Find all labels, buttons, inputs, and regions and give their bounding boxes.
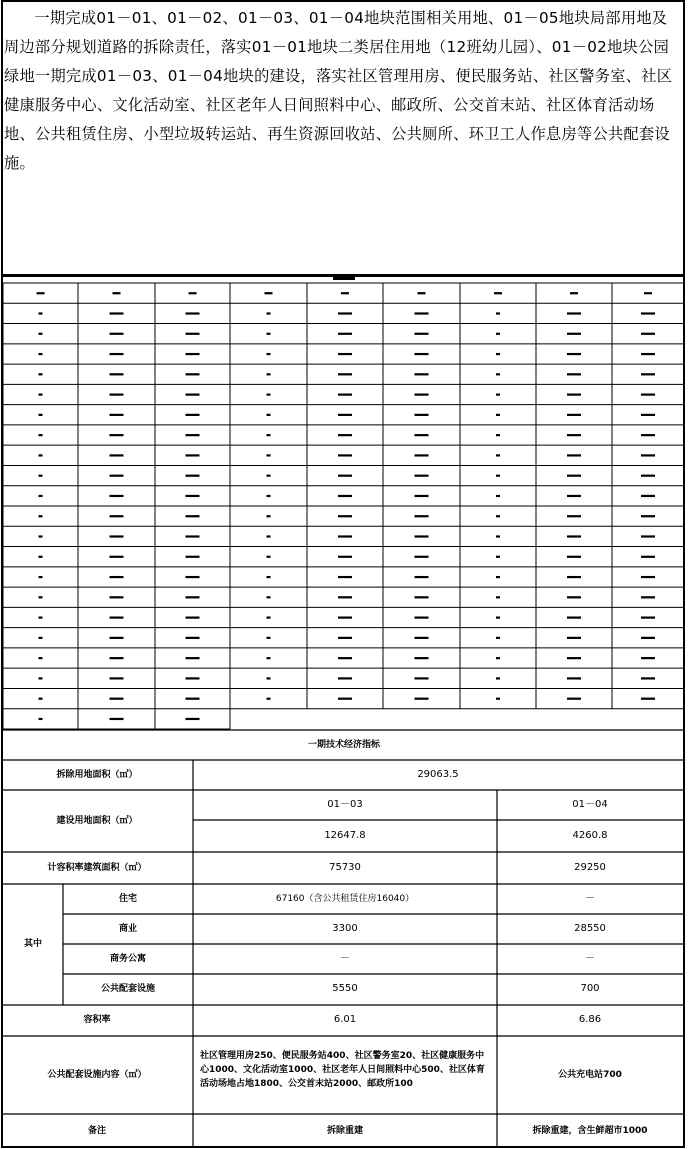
remark-label: 备注 — [87, 1126, 107, 1136]
public-facility-a: 5550 — [332, 983, 358, 994]
residential-label: 住宅 — [118, 894, 138, 904]
far-area-b: 29250 — [574, 862, 606, 873]
public-content-label: 公共配套设施内容（㎡） — [47, 1070, 147, 1080]
remark-b: 拆除重建，含生鲜超市1000 — [532, 1126, 648, 1136]
plot-a: 01－03 — [327, 799, 363, 810]
residential-a: 67160（含公共租赁住房16040） — [275, 894, 415, 904]
far-label: 容积率 — [83, 1015, 111, 1025]
office-label: 商务公寓 — [109, 954, 147, 964]
office-a: － — [340, 953, 350, 964]
far-b: 6.86 — [578, 1014, 602, 1025]
far-area-label: 计容积率建筑面积（㎡） — [47, 863, 147, 873]
demolish-area-value: 29063.5 — [417, 769, 459, 780]
commercial-a: 3300 — [332, 923, 358, 934]
office-b: － — [585, 953, 595, 964]
residential-b: － — [585, 893, 595, 904]
public-facility-b: 700 — [580, 983, 600, 994]
demolish-area-label: 拆除用地面积（㎡） — [56, 770, 138, 780]
commercial-label: 商业 — [118, 924, 138, 934]
public-content-a: 社区管理用房250、便民服务站400、社区警务室20、社区健康服务中心1000、文化活动室1000、社区老年人日间照料中心500、社区体育活动场地占地1800、公交首末站2000、邮政所100 — [200, 1051, 485, 1089]
public-facility-label: 公共配套设施 — [100, 984, 156, 994]
intro-paragraph: 一期完成01－01、01－02、01－03、01－04地块范围相关用地、01－05地块局部用地及周边部分规划道路的拆除责任，落实01－01地块二类居住用地（12班幼儿园）、01－02地块公园绿地一期完成01－03、01－04地块的建设，落实社区管理用房、便民服务站、社区警务室、社区健康服务中心、文化活动室、社区老年人日间照料中心、邮政所、公交首末站、社区体育活动场地、公共租赁住房、小型垃圾转运站、再生资源回收站、公共厕所、环卫工人作息房等公共配套设施。 — [4, 9, 673, 172]
build-area-b: 4260.8 — [572, 830, 608, 841]
build-area-label: 建设用地面积（㎡） — [56, 816, 138, 826]
table-title: 一期技术经济指标 — [307, 740, 381, 750]
build-area-a: 12647.8 — [324, 830, 366, 841]
commercial-b: 28550 — [574, 923, 606, 934]
remark-a: 拆除重建 — [326, 1126, 364, 1136]
plot-b: 01－04 — [572, 799, 608, 810]
among-label: 其中 — [23, 939, 43, 949]
public-content-b: 公共充电站700 — [558, 1070, 622, 1080]
far-a: 6.01 — [333, 1014, 357, 1025]
far-area-a: 75730 — [329, 862, 361, 873]
